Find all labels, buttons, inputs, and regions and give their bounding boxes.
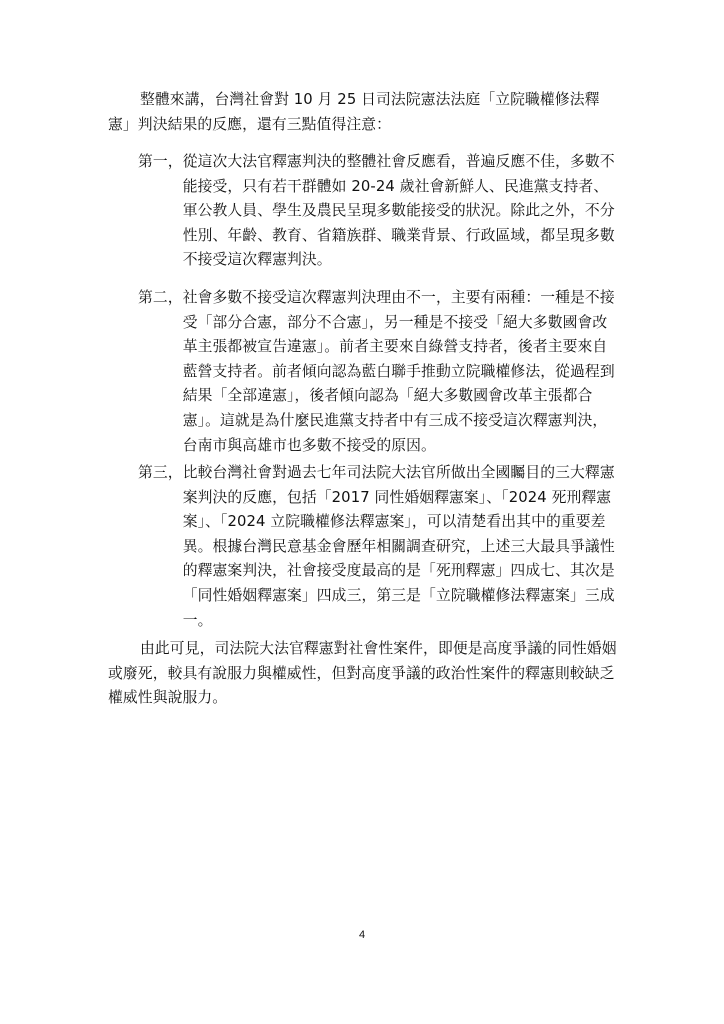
point-two-text: 社會多數不接受這次釋憲判決理由不一，主要有兩種：一種是不接受「部分合憲，部分不合憲」，另一種是不接受「絕大多數國會改革主張都被宣告違憲」。前者主要來自綠營支持者，後者主要來自藍營支持者。前者傾向認為藍白聯手推動立院職權修法，從過程到結果「全部違憲」，後者傾向認為「絕大多數國會改革主張都合憲」。這就是為什麼民進黨支持者中有三成不接受這次釋憲判決，台南市與高雄市也多數不接受的原因。 [182, 289, 615, 454]
page-number: 4 [358, 929, 366, 941]
point-two-number: 第二， [138, 289, 183, 306]
point-one [138, 150, 620, 273]
conclusion-paragraph: 由此可見，司法院大法官釋憲對社會性案件，即便是高度爭議的同性婚姻或廢死，較具有說服力與權威性，但對高度爭議的政治性案件的釋憲則較缺乏權威性與說服力。 [108, 640, 617, 707]
point-two [138, 286, 620, 458]
point-one-number: 第一， [138, 153, 183, 170]
point-three-number: 第三， [138, 464, 183, 481]
intro-paragraph: 整體來講，台灣社會對 10 月 25 日司法院憲法法庭「立院職權修法釋憲」判決結果的反應，還有三點值得注意： [108, 91, 600, 133]
point-three [138, 461, 620, 633]
point-one-text: 從這次大法官釋憲判決的整體社會反應看，普遍反應不佳，多數不能接受，只有若干群體如 20-24 歲社會新鮮人、民進黨支持者、軍公教人員、學生及農民呈現多數能接受的狀況。除此之外，不分性別、年齡、教育、省籍族群、職業背景、行政區域，都呈現多數不接受這次釋憲判決。 [182, 153, 615, 269]
point-three-text: 比較台灣社會對過去七年司法院大法官所做出全國矚目的三大釋憲案判決的反應，包括「2017 同性婚姻釋憲案」、「2024 死刑釋憲案」、「2024 立院職權修法釋憲案」，可以清楚看出其中的重要差異。根據台灣民意基金會歷年相關調查研究，上述三大最具爭議性的釋憲案判決，社會接受度最高的是「死刑釋憲」四成七、其次是「同性婚姻釋憲案」四成三，第三是「立院職權修法釋憲案」三成一。 [182, 464, 615, 629]
